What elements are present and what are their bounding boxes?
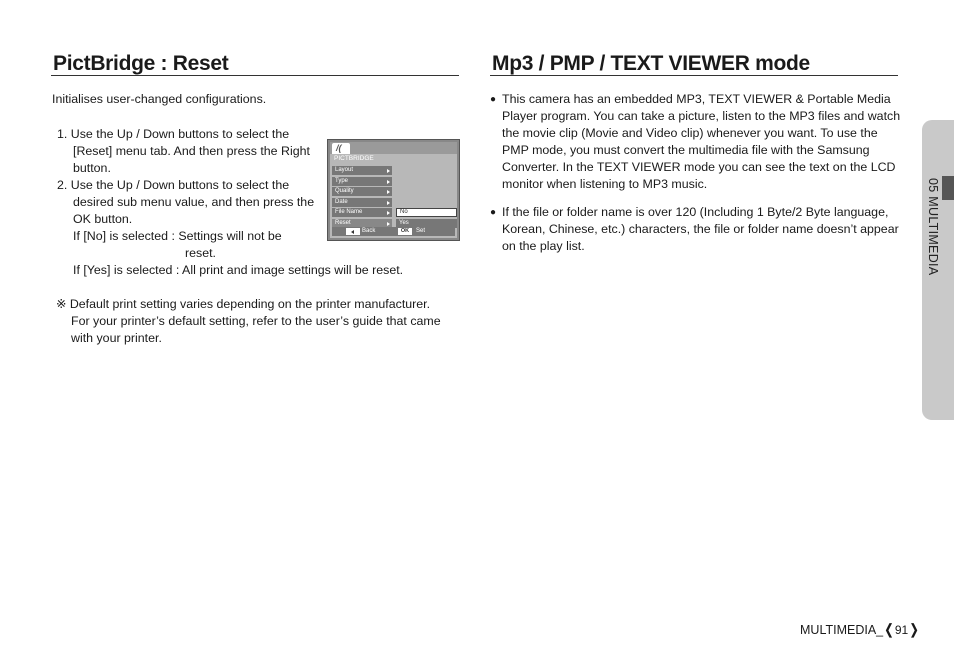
- step1-line1: 1. Use the Up / Down buttons to select the: [57, 127, 290, 141]
- no-selected-line2: reset.: [185, 246, 216, 260]
- lcd-back-label: Back: [362, 228, 376, 234]
- bullet-icon: ●: [490, 94, 497, 105]
- step2-line1: 2. Use the Up / Down buttons to select the: [57, 178, 290, 192]
- chapter-label: 05 MULTIMEDIA: [926, 178, 940, 276]
- bullet1-text: This camera has an embedded MP3, TEXT VIEWER & Portable Media Player program. You can take a picture, listen to the MP3 files and watch the movie clip (Movie and Video clip) whenever you want. To use the PMP mode, you must convert the multimedia file with the Samsung Converter. In the TEXT VIEWER mode you can see the text on the LCD monitor when listening to MP3 music.: [502, 92, 901, 191]
- title-underline-right: [490, 75, 898, 76]
- bracket-right-icon: ❭: [908, 621, 920, 637]
- yes-selected-line: If [Yes] is selected : All print and image settings will be reset.: [73, 263, 404, 277]
- step1-line2: [Reset] menu tab. And then press the Right: [73, 144, 310, 158]
- section-title-pictbridge-reset: PictBridge : Reset: [53, 52, 229, 75]
- left-button-icon: [346, 228, 360, 235]
- lcd-screen-illustration: [327, 139, 460, 241]
- bullet2-text: If the file or folder name is over 120 (Including 1 Byte/2 Byte language, Korean, Chinese, etc.) characters, the file or folder name doesn’t appear on the play list.: [502, 205, 899, 253]
- arrow-right-icon: [387, 169, 390, 173]
- page-number: 91: [894, 623, 909, 637]
- no-selected-line1: If [No] is selected : Settings will not be: [73, 229, 282, 243]
- step2-line3: OK button.: [73, 212, 133, 226]
- arrow-right-icon: [387, 211, 390, 215]
- note-line2: For your printer’s default setting, refer to the user’s guide that came: [71, 314, 441, 328]
- lcd-menu-item-date: Date: [332, 198, 392, 207]
- note-line1: ※ Default print setting varies depending on the printer manufacturer.: [56, 297, 431, 311]
- lcd-menu-item-file-name: File Name: [332, 208, 392, 217]
- chapter-tab-marker: [942, 176, 954, 200]
- ok-button-icon: OK: [398, 228, 412, 235]
- lcd-display: [330, 142, 457, 238]
- lcd-menu-item-layout: Layout: [332, 166, 392, 175]
- pictbridge-tab-icon: /(: [336, 143, 342, 153]
- note-line3: with your printer.: [71, 331, 162, 345]
- arrow-right-icon: [387, 222, 390, 226]
- lcd-option-yes: Yes: [396, 219, 457, 228]
- title-underline: [51, 75, 459, 76]
- lcd-menu-item-type: Type: [332, 177, 392, 186]
- lcd-menu-item-reset: Reset: [332, 219, 392, 228]
- lcd-menu-title: PICTBRIDGE: [334, 155, 374, 162]
- lcd-menu-item-quality: Quality: [332, 187, 392, 196]
- chapter-side-tab: [922, 120, 954, 420]
- arrow-right-icon: [387, 201, 390, 205]
- footer-section: MULTIMEDIA_: [800, 623, 884, 637]
- lcd-bottom-bar: [332, 227, 455, 236]
- arrow-right-icon: [387, 190, 390, 194]
- step1-line3: button.: [73, 161, 111, 175]
- bracket-left-icon: ❬: [883, 621, 895, 637]
- lcd-set-label: Set: [416, 228, 426, 234]
- lcd-tab-bar: [330, 142, 457, 154]
- section-title-mp3-pmp-text-viewer: Mp3 / PMP / TEXT VIEWER mode: [492, 52, 810, 75]
- arrow-right-icon: [387, 180, 390, 184]
- lcd-option-no: No: [396, 208, 457, 217]
- bullet-icon: ●: [490, 207, 497, 218]
- intro-text: Initialises user-changed configurations.: [52, 92, 267, 106]
- page-footer: [800, 621, 920, 638]
- lcd-tab: [332, 143, 350, 154]
- step2-line2: desired sub menu value, and then press the: [73, 195, 315, 209]
